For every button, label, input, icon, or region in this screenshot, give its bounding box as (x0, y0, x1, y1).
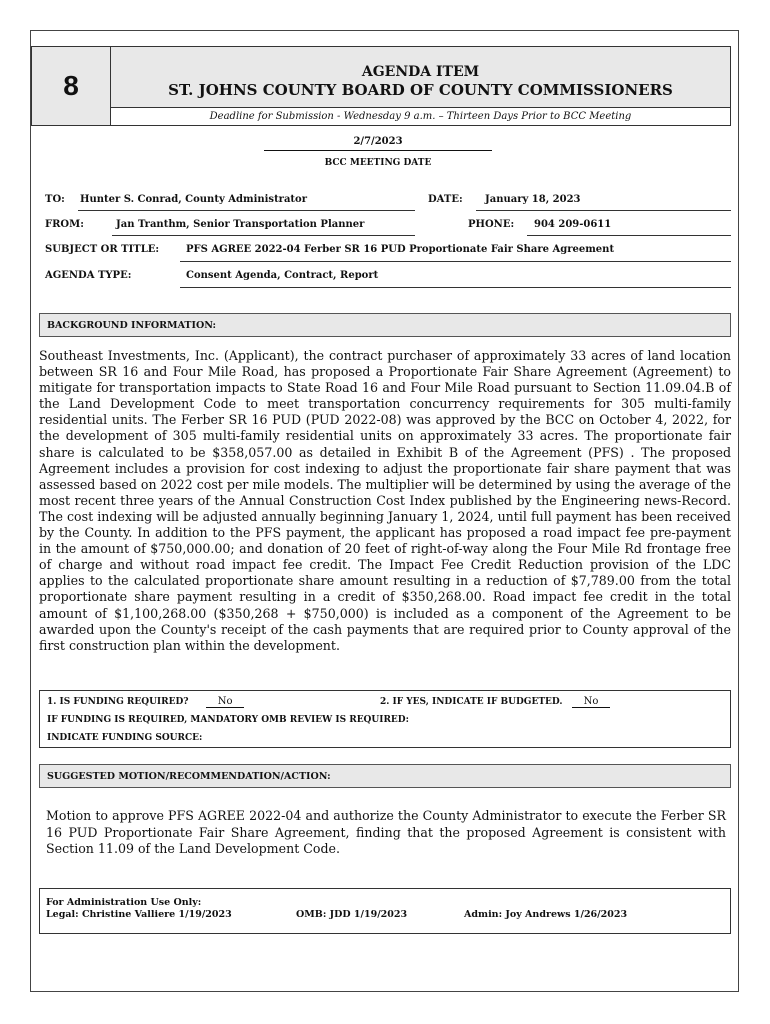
funding-required-label: 1. IS FUNDING REQUIRED? (47, 697, 189, 707)
date-label: DATE: (428, 194, 463, 205)
admin-box (39, 888, 731, 934)
phone-value: 904 209-0611 (534, 219, 612, 230)
funding-box (39, 690, 731, 748)
title-line-2: ST. JOHNS COUNTY BOARD OF COUNTY COMMISSIONERS (168, 81, 673, 99)
phone-underline (527, 235, 731, 236)
to-label: TO: (45, 194, 65, 205)
header-title (111, 46, 731, 108)
agenda-type-underline (180, 287, 731, 288)
omb-review-label: IF FUNDING IS REQUIRED, MANDATORY OMB REVIEW IS REQUIRED: (47, 715, 409, 725)
from-value: Jan Tranthm, Senior Transportation Planner (116, 219, 365, 230)
meeting-date-label: BCC MEETING DATE (324, 158, 432, 168)
agenda-type-label: AGENDA TYPE: (45, 270, 132, 281)
budgeted-value: No (572, 696, 611, 708)
title-line-1: AGENDA ITEM (361, 64, 480, 80)
meeting-date: 2/7/2023 (264, 136, 492, 151)
to-underline (78, 210, 415, 211)
phone-label: PHONE: (468, 219, 515, 230)
subject-label: SUBJECT OR TITLE: (45, 244, 160, 255)
budgeted-label: 2. IF YES, INDICATE IF BUDGETED. (380, 697, 563, 707)
subject-value: PFS AGREE 2022-04 Ferber SR 16 PUD Proportionate Fair Share Agreement (186, 244, 615, 255)
background-text: Southeast Investments, Inc. (Applicant), the contract purchaser of approximately 33 acres of land location between SR 16 and Four Mile Road, has proposed a Proportionate Fair Share Agreement (Agreement) to mitigate for transportation impacts to State Road 16 and Four Mile Road pursuant to Section 11.09.04.B of the Land Development Code to meet transportation concurrency requirements for 305 multi-family residential units. The Ferber SR 16 PUD (PUD 2022-08) was approved by the BCC on October 4, 2022, for the development of 305 multi-family residential units on approximately 33 acres. The proportionate fair share is calculated to be $358,057.00 as detailed in Exhibit B of the Agreement (PFS) . The proposed Agreement includes a provision for cost indexing to adjust the proportionate fair share payment that was assessed based on 2022 cost per mile models. The multiplier will be determined by using the average of the most recent three years of the Annual Construction Cost Index published by the Engineering news-Record. The cost indexing will be adjusted annually beginning January 1, 2024, until full payment has been received by the County. In addition to the PFS payment, the applicant has proposed a road impact fee pre-payment in the amount of $750,000.00; and donation of 20 feet of right-of-way along the Four Mile Rd frontage free of charge and without road impact fee credit. The Impact Fee Credit Reduction provision of the LDC applies to the calculated proportionate share amount resulting in a reduction of $7,789.00 from the total proportionate share payment resulting in a credit of $350,268.00. Road impact fee credit in the total amount of $1,100,268.00 ($350,268 + $750,000) is included as a component of the Agreement to be awarded upon the County's receipt of the cash payments that are required prior to County approval of the first construction plan within the development. (39, 348, 731, 653)
admin-approval: Admin: Joy Andrews 1/26/2023 (464, 909, 628, 920)
legal-approval: Legal: Christine Valliere 1/19/2023 (46, 909, 232, 920)
from-underline (112, 235, 415, 236)
date-underline (476, 210, 731, 211)
to-value: Hunter S. Conrad, County Administrator (80, 194, 307, 205)
funding-source-label: INDICATE FUNDING SOURCE: (47, 733, 203, 743)
motion-text: Motion to approve PFS AGREE 2022-04 and authorize the County Administrator to execute the Ferber SR 16 PUD Proportionate Fair Share Agreement, finding that the proposed Agreement is consistent with Section 11.09 of the Land Development Code. (46, 808, 726, 856)
motion-heading: SUGGESTED MOTION/RECOMMENDATION/ACTION: (39, 764, 731, 788)
omb-approval: OMB: JDD 1/19/2023 (296, 909, 408, 920)
funding-required-value: No (206, 696, 245, 708)
agenda-item-number: 8 (31, 46, 111, 126)
agenda-type-value: Consent Agenda, Contract, Report (186, 270, 379, 281)
from-label: FROM: (45, 219, 84, 230)
background-heading: BACKGROUND INFORMATION: (39, 313, 731, 337)
submission-deadline: Deadline for Submission - Wednesday 9 a.m. – Thirteen Days Prior to BCC Meeting (111, 108, 731, 126)
subject-underline (180, 261, 731, 262)
admin-heading: For Administration Use Only: (46, 897, 202, 908)
date-value: January 18, 2023 (485, 194, 581, 205)
